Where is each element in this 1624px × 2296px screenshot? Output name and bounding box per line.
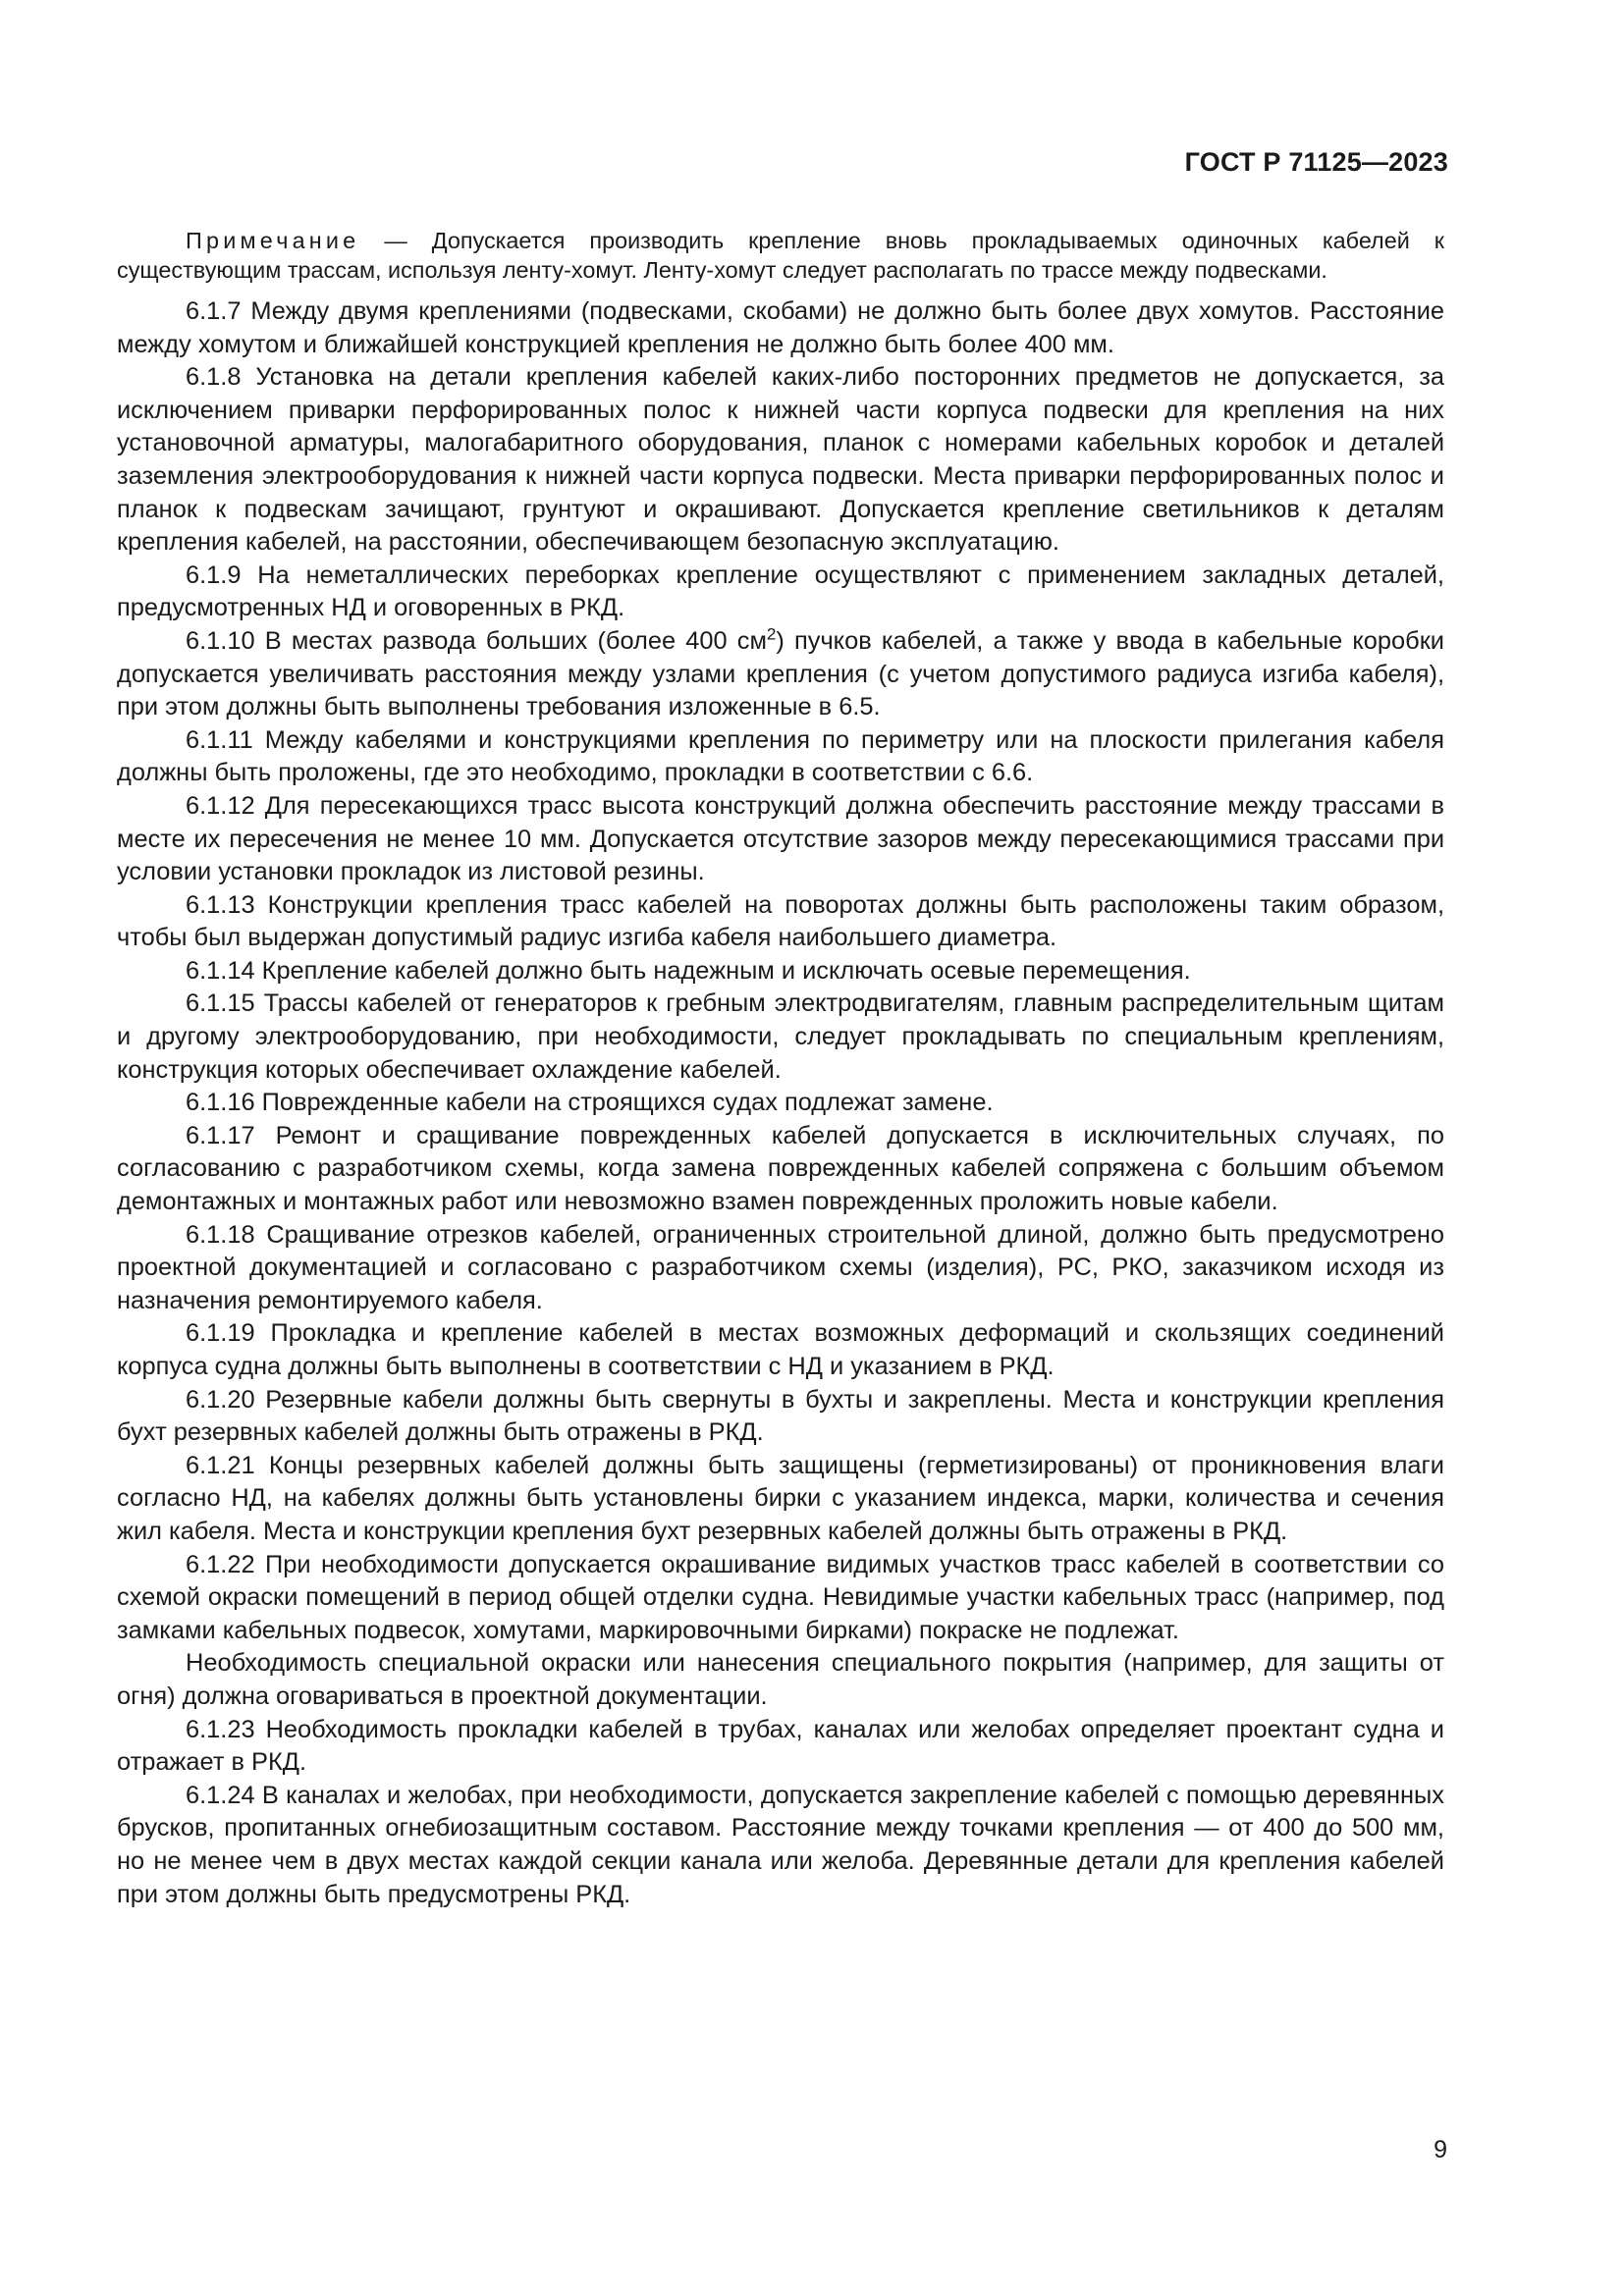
paragraph-6-1-9: 6.1.9 На неметаллических переборках крепление осуществляют с применением закладных деталей, предусмотренных НД и оговоренных в РКД.	[117, 561, 1444, 622]
paragraph-6-1-11: 6.1.11 Между кабелями и конструкциями крепления по периметру или на плоскости прилегания кабеля должны быть проложены, где это необходимо, прокладки в соответствии с 6.6.	[117, 725, 1444, 787]
paragraph-6-1-18: 6.1.18 Сращивание отрезков кабелей, ограниченных строительной длиной, должно быть предусмотрено проектной документацией и согласовано с разработчиком схемы (изделия), РС, РКО, заказчиком исходя из назначения ремонтируемого кабеля.	[117, 1220, 1444, 1314]
paragraph-6-1-12: 6.1.12 Для пересекающихся трасс высота конструкций должна обеспечить расстояние между трассами в месте их пересечения не менее 10 мм. Допускается отсутствие зазоров между пересекающимися трассами при условии установки прокладок из листовой резины.	[117, 791, 1444, 886]
paragraph-6-1-8: 6.1.8 Установка на детали крепления кабелей каких-либо посторонних предметов не допускается, за исключением приварки перфорированных полос к нижней части корпуса подвески для крепления на них установочной арматуры, малогабаритного оборудования, планок с номерами кабельных коробок и деталей заземления электрооборудования к нижней части корпуса подвески. Места приварки перфорированных полос и планок к подвескам зачищают, грунтуют и окрашивают. Допускается крепление светильников к деталям крепления кабелей, на расстоянии, обеспечивающем безопасную эксплуатацию.	[117, 363, 1444, 557]
paragraph-6-1-20: 6.1.20 Резервные кабели должны быть свернуты в бухты и закреплены. Места и конструкции крепления бухт резервных кабелей должны быть отражены в РКД.	[117, 1385, 1444, 1447]
paragraph-6-1-13: 6.1.13 Конструкции крепления трасс кабелей на поворотах должны быть расположены таким образом, чтобы был выдержан допустимый радиус изгиба кабеля наибольшего диаметра.	[117, 890, 1444, 952]
paragraph-6-1-10-end: ) пучков кабелей, а также у ввода в кабельные коробки допускается увеличивать расстояния между узлами крепления (с учетом допустимого радиуса изгиба кабеля), при этом должны быть выполнены требования изложенные в 6.5.	[117, 626, 1444, 721]
paragraph-6-1-7: 6.1.7 Между двумя креплениями (подвесками, скобами) не должно быть более двух хомутов. Расстояние между хомутом и ближайшей конструкцией крепления не должно быть более 400 мм.	[117, 297, 1444, 358]
superscript-2: 2	[766, 624, 777, 644]
paragraph-6-1-23: 6.1.23 Необходимость прокладки кабелей в трубах, каналах или желобах определяет проектант судна и отражает в РКД.	[117, 1715, 1444, 1777]
paragraph-6-1-10-start: 6.1.10 В местах развода больших (более 400 см	[186, 626, 767, 655]
paragraph-6-1-15: 6.1.15 Трассы кабелей от генераторов к гребным электродвигателям, главным распределительным щитам и другому электрооборудованию, при необходимости, следует прокладывать по специальным креплениям, конструкция которых обеспечивает охлаждение кабелей.	[117, 989, 1444, 1084]
page-number: 9	[1434, 2136, 1447, 2163]
document-designation: ГОСТ Р 71125—2023	[1184, 147, 1448, 177]
paragraph-6-1-10	[117, 625, 1444, 724]
paragraph-6-1-24: 6.1.24 В каналах и желобах, при необходимости, допускается закрепление кабелей с помощью деревянных брусков, пропитанных огнебиозащитным составом. Расстояние между точками крепления — от 400 до 500 мм, но не менее чем в двух местах каждой секции канала или желоба. Деревянные детали для крепления кабелей при этом должны быть предусмотрены РКД.	[117, 1781, 1444, 1908]
page-body	[117, 226, 1444, 1911]
paragraph-6-1-22-continued: Необходимость специальной окраски или нанесения специального покрытия (например, для защиты от огня) должна оговариваться в проектной документации.	[117, 1649, 1444, 1710]
paragraph-6-1-22: 6.1.22 При необходимости допускается окрашивание видимых участков трасс кабелей в соответствии со схемой окраски помещений в период общей отделки судна. Невидимые участки кабельных трасс (например, под замками кабельных подвесок, хомутами, маркировочными бирками) покраске не подлежат.	[117, 1550, 1444, 1644]
paragraph-6-1-17: 6.1.17 Ремонт и сращивание поврежденных кабелей допускается в исключительных случаях, по согласованию с разработчиком схемы, когда замена поврежденных кабелей сопряжена с большим объемом демонтажных и монтажных работ или невозможно взамен поврежденных проложить новые кабели.	[117, 1121, 1444, 1216]
paragraph-6-1-21: 6.1.21 Концы резервных кабелей должны быть защищены (герметизированы) от проникновения влаги согласно НД, на кабелях должны быть установлены бирки с указанием индекса, марки, количества и сечения жил кабеля. Места и конструкции крепления бухт резервных кабелей должны быть отражены в РКД.	[117, 1451, 1444, 1545]
paragraph-6-1-19: 6.1.19 Прокладка и крепление кабелей в местах возможных деформаций и скользящих соединений корпуса судна должны быть выполнены в соответствии с НД и указанием в РКД.	[117, 1319, 1444, 1380]
note-text: — Допускается производить крепление вновь прокладываемых одиночных кабелей к существующим трассам, используя ленту-хомут. Ленту-хомут следует располагать по трассе между подвесками.	[117, 228, 1444, 283]
paragraph-6-1-14: 6.1.14 Крепление кабелей должно быть надежным и исключать осевые перемещения.	[186, 956, 1191, 985]
paragraph-6-1-16: 6.1.16 Поврежденные кабели на строящихся судах подлежат замене.	[186, 1089, 994, 1117]
note-label: Примечание	[186, 228, 360, 253]
note	[117, 226, 1444, 285]
